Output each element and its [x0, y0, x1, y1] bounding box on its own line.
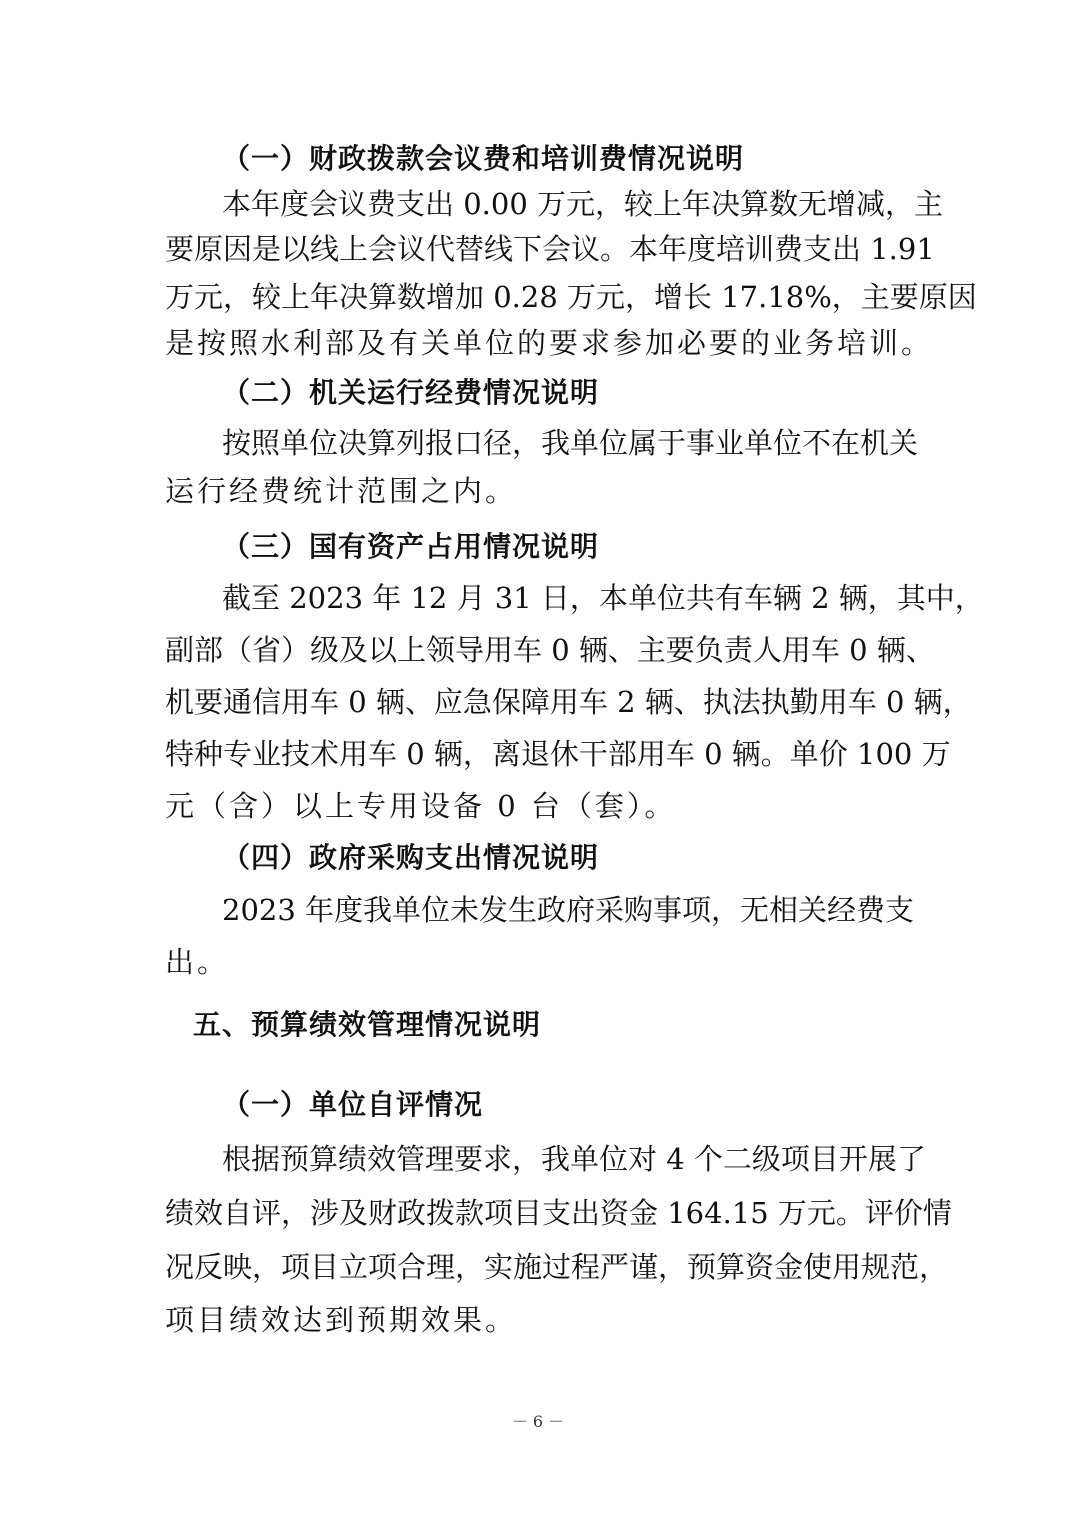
paragraph-line: 按照单位决算列报口径，我单位属于事业单位不在机关 — [222, 426, 919, 460]
paragraph-line: 项目绩效达到预期效果。 — [165, 1303, 518, 1337]
section-heading-state-assets: （三）国有资产占用情况说明 — [222, 530, 600, 563]
paragraph-line: 万元，较上年决算数增加 0.28 万元，增长 17.18%，主要原因 — [165, 280, 977, 314]
paragraph-line: 根据预算绩效管理要求，我单位对 4 个二级项目开展了 — [222, 1142, 926, 1176]
paragraph-line: 元（含）以上专用设备 0 台（套）。 — [165, 789, 677, 823]
paragraph-line: 要原因是以线上会议代替线下会议。本年度培训费支出 1.91 — [165, 232, 935, 266]
paragraph-line: 绩效自评，涉及财政拨款项目支出资金 164.15 万元。评价情 — [165, 1196, 952, 1230]
paragraph-line: 特种专业技术用车 0 辆，离退休干部用车 0 辆。单价 100 万 — [165, 737, 951, 771]
paragraph-line: 况反映，项目立项合理，实施过程严谨，预算资金使用规范， — [165, 1250, 949, 1284]
section-heading-self-evaluation: （一）单位自评情况 — [222, 1088, 484, 1121]
paragraph-line: 出。 — [165, 945, 230, 979]
paragraph-line: 是按照水利部及有关单位的要求参加必要的业务培训。 — [165, 326, 934, 360]
paragraph-line: 本年度会议费支出 0.00 万元，较上年决算数无增减，主 — [222, 187, 944, 221]
section-heading-meeting-training: （一）财政拨款会议费和培训费情况说明 — [222, 142, 745, 175]
paragraph-line: 运行经费统计范围之内。 — [165, 474, 518, 508]
paragraph-line: 2023 年度我单位未发生政府采购事项，无相关经费支 — [222, 893, 915, 927]
main-heading-performance: 五、预算绩效管理情况说明 — [193, 1008, 542, 1041]
page-number: － 6 － — [511, 1412, 565, 1431]
section-heading-procurement: （四）政府采购支出情况说明 — [222, 841, 600, 874]
paragraph-line: 副部（省）级及以上领导用车 0 辆、主要负责人用车 0 辆、 — [165, 633, 935, 667]
paragraph-line: 截至 2023 年 12 月 31 日，本单位共有车辆 2 辆，其中， — [222, 581, 984, 615]
paragraph-line: 机要通信用车 0 辆、应急保障用车 2 辆、执法执勤用车 0 辆， — [165, 685, 972, 719]
section-heading-operating-expenses: （二）机关运行经费情况说明 — [222, 376, 600, 409]
